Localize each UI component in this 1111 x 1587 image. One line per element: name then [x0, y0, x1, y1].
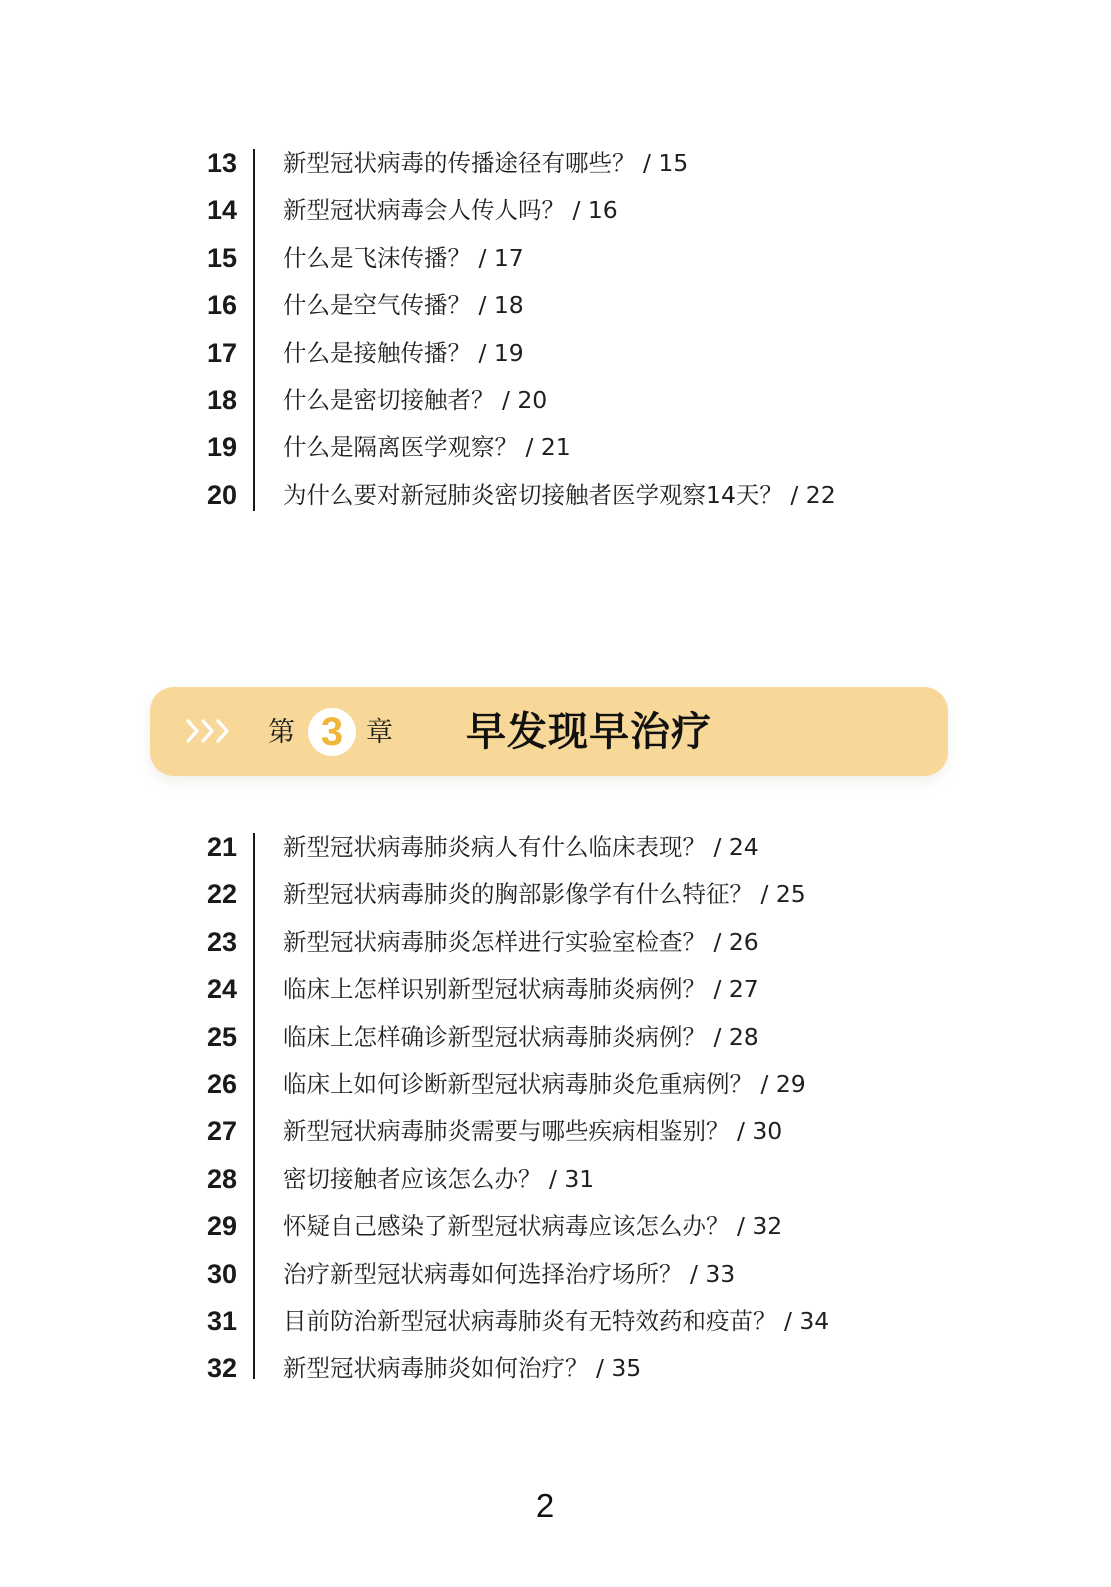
- toc-entry-number: 19: [206, 432, 237, 463]
- toc-entry[interactable]: [0, 287, 1000, 323]
- toc-entry[interactable]: [0, 1113, 1000, 1149]
- toc-entry-number: 17: [206, 337, 237, 368]
- toc-entry-number: 25: [206, 1021, 237, 1052]
- toc-divider-bar: [253, 833, 255, 1379]
- toc-entry-number: 21: [206, 832, 237, 862]
- toc-entry-number: 13: [206, 148, 237, 178]
- toc-section-1: [0, 145, 1111, 513]
- toc-entry[interactable]: [0, 1019, 1000, 1055]
- toc-entry[interactable]: [0, 477, 1000, 513]
- toc-entry[interactable]: [0, 1256, 1000, 1292]
- toc-entry-number: 31: [206, 1306, 237, 1336]
- toc-entry[interactable]: [0, 829, 1000, 865]
- toc-entry[interactable]: [0, 1066, 1000, 1102]
- toc-entry-number: 20: [206, 479, 237, 510]
- toc-entry-title: 临床上怎样确诊新型冠状病毒肺炎病例？ / 28: [283, 1022, 759, 1051]
- chapter-title: 早发现早治疗: [466, 709, 712, 755]
- toc-entry[interactable]: [0, 924, 1000, 960]
- toc-entry-title: 什么是隔离医学观察？ / 21: [283, 433, 571, 462]
- toc-entry[interactable]: [0, 1303, 1000, 1339]
- toc-entry-number: 28: [206, 1163, 237, 1194]
- toc-entry[interactable]: [0, 971, 1000, 1007]
- toc-entry-number: 14: [206, 195, 237, 226]
- toc-entry-number: 22: [206, 879, 237, 910]
- toc-entry-title: 新型冠状病毒肺炎怎样进行实验室检查？ / 26: [283, 927, 759, 956]
- page-number: 2: [535, 1487, 555, 1524]
- toc-entry-number: 30: [206, 1258, 237, 1289]
- toc-entry-number: 23: [206, 926, 237, 957]
- toc-entry[interactable]: [0, 876, 1000, 912]
- toc-entry-title: 密切接触者应该怎么办？ / 31: [283, 1164, 595, 1193]
- toc-entry-title: 新型冠状病毒肺炎如何治疗？ / 35: [283, 1354, 642, 1383]
- toc-entry-title: 新型冠状病毒会人传人吗？ / 16: [283, 196, 618, 225]
- toc-entry-title: 怀疑自己感染了新型冠状病毒应该怎么办？ / 32: [283, 1212, 783, 1241]
- toc-entry-title: 什么是空气传播？ / 18: [283, 291, 524, 320]
- toc-entry-number: 18: [206, 385, 237, 415]
- toc-entry-title: 新型冠状病毒的传播途径有哪些？ / 15: [283, 149, 689, 177]
- chapter-prefix: 第: [268, 717, 295, 748]
- toc-entry-title: 新型冠状病毒肺炎病人有什么临床表现？ / 24: [283, 833, 759, 861]
- toc-section-2: [0, 829, 1111, 1384]
- toc-entry-title: 目前防治新型冠状病毒肺炎有无特效药和疫苗？ / 34: [283, 1307, 830, 1335]
- toc-entry[interactable]: [0, 429, 1000, 465]
- triple-chevron-right-icon: [184, 709, 234, 753]
- toc-entry-number: 26: [206, 1069, 237, 1099]
- toc-entry[interactable]: [0, 1208, 1000, 1244]
- toc-entry-title: 新型冠状病毒肺炎的胸部影像学有什么特征？ / 25: [283, 880, 806, 909]
- toc-entry-title: 什么是飞沫传播？ / 17: [283, 243, 524, 272]
- toc-entry[interactable]: [0, 382, 1000, 418]
- toc-entry-title: 临床上怎样识别新型冠状病毒肺炎病例？ / 27: [283, 975, 759, 1004]
- toc-entry[interactable]: [0, 1350, 1000, 1386]
- chapter-banner: [150, 687, 948, 776]
- toc-entry-title: 什么是接触传播？ / 19: [283, 338, 524, 367]
- toc-entry-title: 治疗新型冠状病毒如何选择治疗场所？ / 33: [283, 1259, 736, 1288]
- toc-entry[interactable]: [0, 1161, 1000, 1197]
- toc-entry-number: 32: [206, 1353, 237, 1384]
- toc-entry-number: 27: [206, 1116, 237, 1147]
- toc-entry[interactable]: [0, 145, 1000, 181]
- toc-entry-number: 29: [206, 1211, 237, 1242]
- toc-entry[interactable]: [0, 192, 1000, 228]
- toc-entry-number: 15: [206, 242, 237, 273]
- toc-entry-title: 为什么要对新冠肺炎密切接触者医学观察14天？ / 22: [283, 480, 836, 509]
- toc-entry-number: 24: [206, 974, 237, 1005]
- toc-entry-title: 临床上如何诊断新型冠状病毒肺炎危重病例？ / 29: [283, 1070, 806, 1098]
- toc-entry-number: 16: [206, 290, 237, 321]
- chapter-number: 3: [308, 708, 356, 756]
- toc-entry[interactable]: [0, 240, 1000, 276]
- toc-entry-title: 新型冠状病毒肺炎需要与哪些疾病相鉴别？ / 30: [283, 1117, 783, 1146]
- toc-entry[interactable]: [0, 335, 1000, 371]
- toc-entry-title: 什么是密切接触者？ / 20: [283, 386, 548, 414]
- chapter-suffix: 章: [366, 717, 393, 748]
